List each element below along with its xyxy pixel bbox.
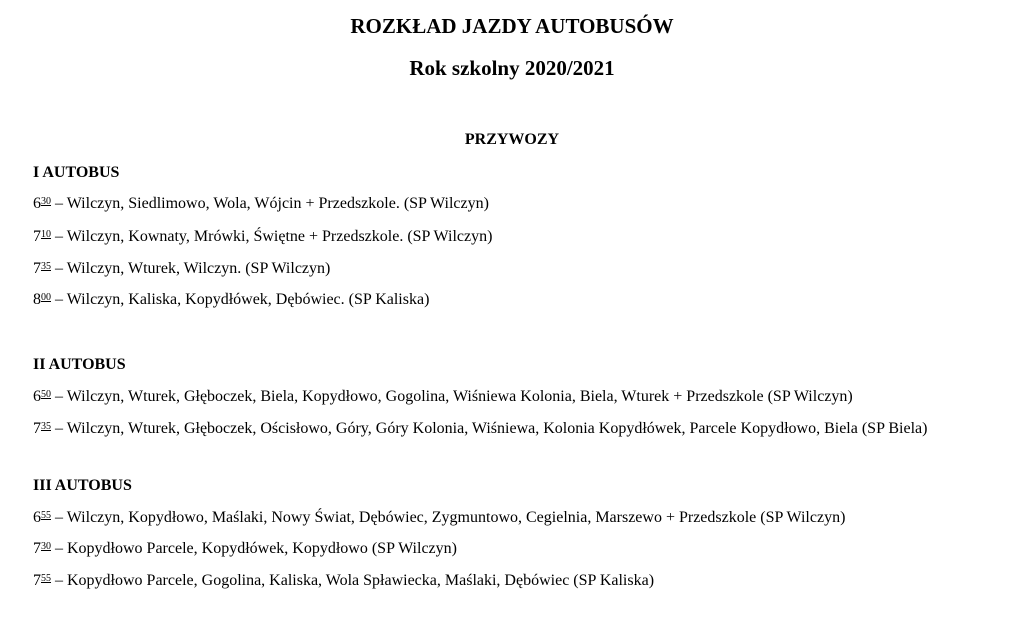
departure-hour: 8 <box>33 291 41 308</box>
departure-hour: 7 <box>33 572 41 589</box>
route-text: – Wilczyn, Wturek, Głęboczek, Biela, Kopydłowo, Gogolina, Wiśniewa Kolonia, Biela, Wturek + Przedszkole (SP Wilczyn) <box>51 388 853 405</box>
document-title: ROZKŁAD JAZDY AUTOBUSÓW <box>350 14 674 38</box>
departure-minutes: 30 <box>41 196 51 207</box>
route-text: – Wilczyn, Kaliska, Kopydłówek, Dębówiec. (SP Kaliska) <box>51 291 430 308</box>
schedule-entry <box>33 506 993 530</box>
schedule-entry <box>33 257 993 281</box>
route-text: – Kopydłowo Parcele, Gogolina, Kaliska, Wola Spławiecka, Maślaki, Dębówiec (SP Kaliska) <box>51 572 655 589</box>
departure-hour: 7 <box>33 420 41 437</box>
schedule-entry <box>33 288 993 312</box>
route-text: – Kopydłowo Parcele, Kopydłówek, Kopydłowo (SP Wilczyn) <box>51 540 457 557</box>
departure-minutes: 35 <box>41 261 51 272</box>
schedule-entry <box>33 537 993 561</box>
departure-minutes: 00 <box>41 292 51 303</box>
schedule-entry <box>33 569 993 593</box>
departure-minutes: 55 <box>41 573 51 584</box>
departure-minutes: 55 <box>41 510 51 521</box>
schedule-entry <box>33 192 993 216</box>
document-subtitle: Rok szkolny 2020/2021 <box>409 56 615 80</box>
route-text: – Wilczyn, Wturek, Wilczyn. (SP Wilczyn) <box>51 260 331 277</box>
departure-hour: 7 <box>33 260 41 277</box>
schedule-entry <box>33 385 993 409</box>
route-text: – Wilczyn, Kopydłowo, Maślaki, Nowy Świat, Dębówiec, Zygmuntowo, Cegielnia, Marszewo + Przedszkole (SP Wilczyn) <box>51 509 846 526</box>
departure-minutes: 50 <box>41 389 51 400</box>
departure-hour: 6 <box>33 509 41 526</box>
departure-minutes: 10 <box>41 229 51 240</box>
departure-minutes: 30 <box>41 541 51 552</box>
bus-heading-3: III AUTOBUS <box>33 477 132 494</box>
schedule-entry <box>33 417 993 441</box>
departure-hour: 7 <box>33 540 41 557</box>
bus-heading-2: II AUTOBUS <box>33 356 126 373</box>
departure-hour: 6 <box>33 388 41 405</box>
departure-hour: 6 <box>33 195 41 212</box>
schedule-entry <box>33 225 993 249</box>
route-text: – Wilczyn, Siedlimowo, Wola, Wójcin + Przedszkole. (SP Wilczyn) <box>51 195 489 212</box>
route-text: – Wilczyn, Wturek, Głęboczek, Ościsłowo, Góry, Góry Kolonia, Wiśniewa, Kolonia Kopydłówek, Parcele Kopydłowo, Biela (SP Biela) <box>51 420 928 437</box>
bus-heading-1: I AUTOBUS <box>33 164 120 181</box>
departure-hour: 7 <box>33 228 41 245</box>
section-heading: PRZYWOZY <box>464 131 560 148</box>
route-text: – Wilczyn, Kownaty, Mrówki, Świętne + Przedszkole. (SP Wilczyn) <box>51 228 493 245</box>
departure-minutes: 35 <box>41 421 51 432</box>
